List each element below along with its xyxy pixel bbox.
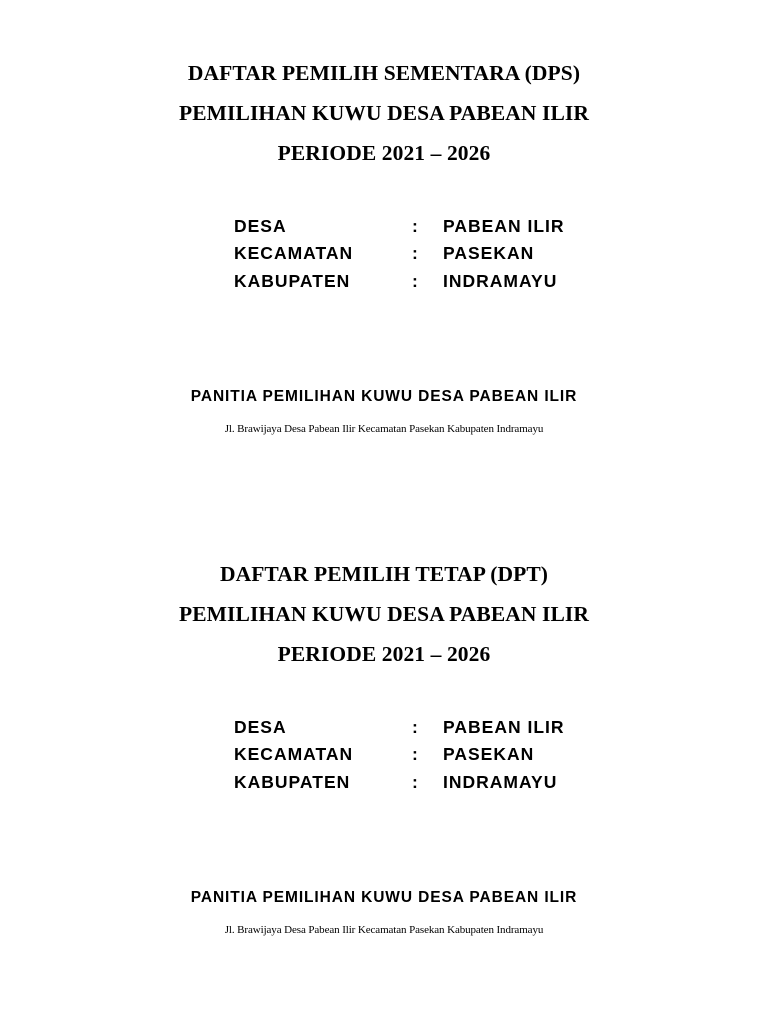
info-colon: : — [412, 271, 419, 291]
info-value: PASEKAN — [443, 744, 535, 764]
info-label: DESA — [234, 216, 287, 236]
info-colon: : — [412, 243, 419, 263]
info-colon: : — [412, 717, 419, 737]
document-title: DAFTAR PEMILIH TETAP (DPT) — [219, 562, 549, 586]
info-row-kabupaten — [0, 271, 768, 293]
info-row-kecamatan — [0, 243, 768, 265]
info-row-desa — [0, 717, 768, 739]
info-label: KABUPATEN — [234, 271, 351, 291]
committee-name: PANITIA PEMILIHAN KUWU DESA PABEAN ILIR — [190, 889, 578, 906]
period-title: PERIODE 2021 – 2026 — [277, 642, 491, 666]
election-title: PEMILIHAN KUWU DESA PABEAN ILIR — [178, 101, 590, 125]
committee-name: PANITIA PEMILIHAN KUWU DESA PABEAN ILIR — [190, 388, 578, 405]
info-label: KABUPATEN — [234, 772, 351, 792]
info-value: PABEAN ILIR — [443, 216, 565, 236]
info-colon: : — [412, 216, 419, 236]
committee-address: Jl. Brawijaya Desa Pabean Ilir Kecamatan Pasekan Kabupaten Indramayu — [224, 423, 544, 435]
info-colon: : — [412, 772, 419, 792]
period-title: PERIODE 2021 – 2026 — [277, 141, 491, 165]
info-label: KECAMATAN — [234, 744, 354, 764]
info-value: PASEKAN — [443, 243, 535, 263]
info-row-kabupaten — [0, 772, 768, 794]
info-value: INDRAMAYU — [443, 772, 558, 792]
info-value: INDRAMAYU — [443, 271, 558, 291]
election-title: PEMILIHAN KUWU DESA PABEAN ILIR — [178, 602, 590, 626]
info-label: KECAMATAN — [234, 243, 354, 263]
info-colon: : — [412, 744, 419, 764]
info-value: PABEAN ILIR — [443, 717, 565, 737]
info-label: DESA — [234, 717, 287, 737]
info-row-kecamatan — [0, 744, 768, 766]
info-row-desa — [0, 216, 768, 238]
committee-address: Jl. Brawijaya Desa Pabean Ilir Kecamatan Pasekan Kabupaten Indramayu — [224, 924, 544, 936]
document-title: DAFTAR PEMILIH SEMENTARA (DPS) — [187, 61, 581, 85]
